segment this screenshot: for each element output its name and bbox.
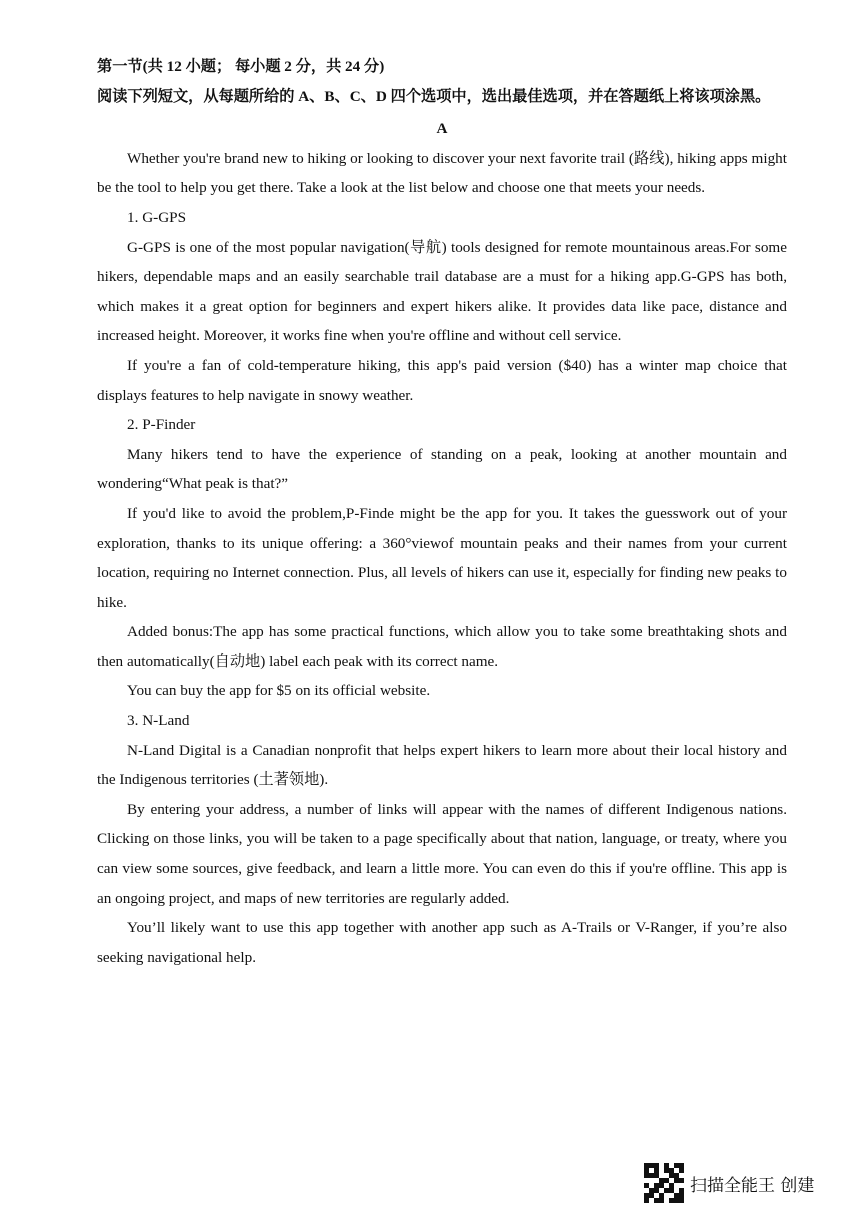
paragraph-nland-tip: You’ll likely want to use this app together with another app such as A-Trails or V-Ranger, if you’re also seeking navigational help. <box>97 919 787 966</box>
app-heading-ggps: 1. G-GPS <box>127 208 187 226</box>
app-heading-nland: 3. N-Land <box>127 712 190 730</box>
paragraph-intro: Whether you're brand new to hiking or looking to discover your next favorite trail (路线), hiking apps might be the tool to help you get there. Take a look at the list below and choose one that meets your needs. <box>97 149 787 197</box>
paragraph-pfinder-intro: Many hikers tend to have the experience of standing on a peak, looking at another mountain and wondering“What peak is that?” <box>97 445 787 493</box>
passage-label: A <box>436 120 448 138</box>
watermark-text: 扫描全能王 创建 <box>690 1175 815 1196</box>
paragraph-nland-intro: N-Land Digital is a Canadian nonprofit that helps expert hikers to learn more about their local history and the Indigenous territories (土著领地). <box>97 741 787 789</box>
scanner-watermark <box>644 1163 814 1203</box>
paragraph-pfinder-price: You can buy the app for $5 on its official website. <box>127 682 431 700</box>
paragraph-ggps-desc: G-GPS is one of the most popular navigation(导航) tools designed for remote mountainous areas.For some hikers, dependable maps and an easily searchable trail database are a must for a hiking app.G-GPS has both, which makes it a great option for beginners and expert hikers alike. It provides data like pace, distance and increased height. Moreover, it works fine when you're offline and without cell service. <box>97 238 787 345</box>
section-header: 第一节(共 12 小题； 每小题 2 分，共 24 分) <box>97 58 385 75</box>
paragraph-pfinder-desc: If you'd like to avoid the problem,P-Finde might be the app for you. It takes the guesswork out of your exploration, thanks to its unique offering: a 360°viewof mountain peaks and their names from your current location, requiring no Internet connection. Plus, all levels of hikers can use it, especially for finding new peaks to hike. <box>97 504 787 611</box>
document-content <box>97 52 787 972</box>
qr-code-icon <box>644 1163 684 1203</box>
app-heading-pfinder: 2. P-Finder <box>127 416 196 434</box>
paragraph-pfinder-bonus: Added bonus:The app has some practical functions, which allow you to take some breathtaking shots and then automatically(自动地) label each peak with its correct name. <box>97 623 787 670</box>
paragraph-ggps-paid: If you're a fan of cold-temperature hiking, this app's paid version ($40) has a winter map choice that displays features to help navigate in snowy weather. <box>97 356 787 404</box>
instructions: 阅读下列短文，从每题所给的 A、B、C、D 四个选项中，选出最佳选项，并在答题纸上将该项涂黑。 <box>97 87 771 105</box>
paragraph-nland-desc: By entering your address, a number of links will appear with the names of different Indigenous nations. Clicking on those links, you will be taken to a page specifically about that nation, language, or treaty, where you can view some sources, give feedback, and learn a little more. You can even do this if you're offline. This app is an ongoing project, and maps of new territories are regularly added. <box>97 800 787 907</box>
